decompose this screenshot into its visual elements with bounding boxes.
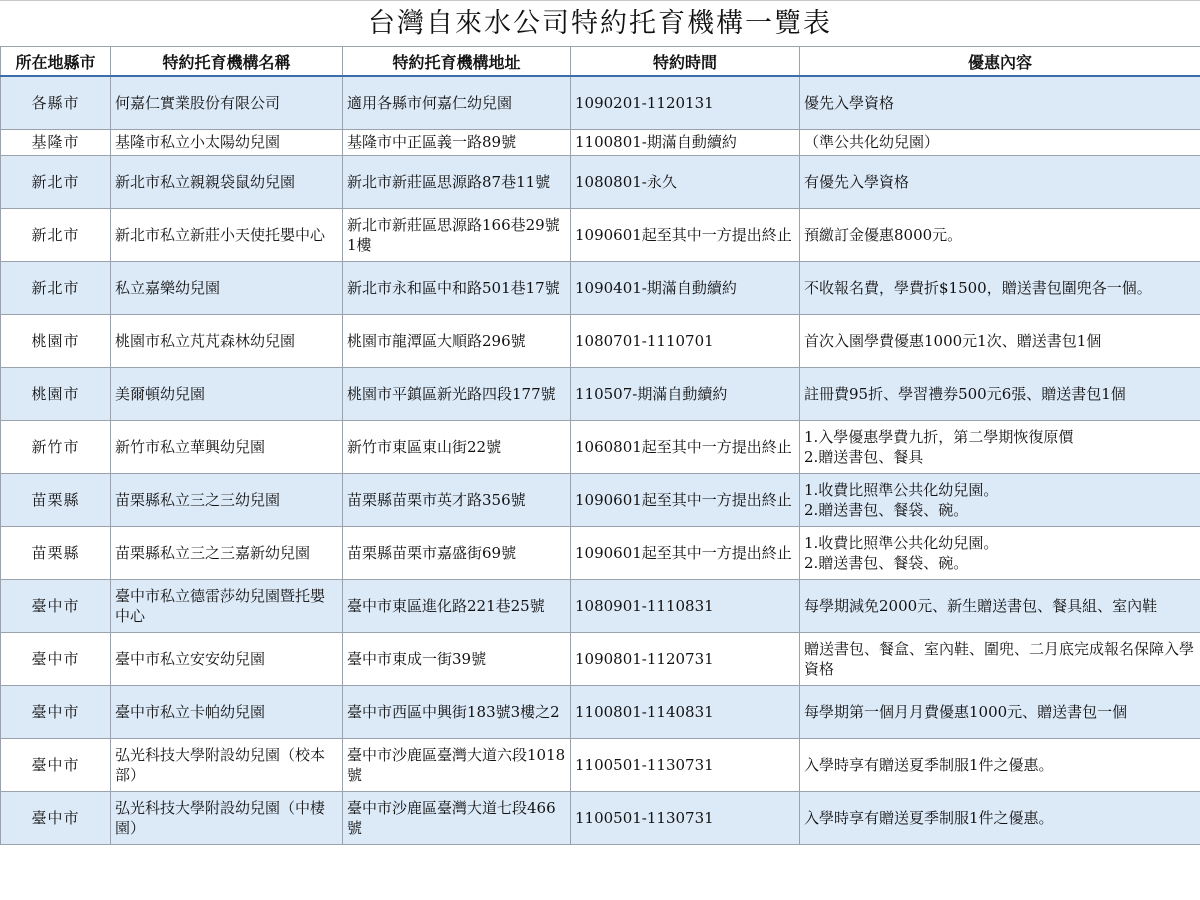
cell-address: 臺中市西區中興街183號3樓之2: [343, 685, 571, 738]
cell-benefit: 不收報名費，學費折$1500，贈送書包圍兜各一個。: [800, 261, 1200, 314]
header-row: [1, 47, 1200, 77]
cell-period: 1090401-期滿自動續約: [571, 261, 800, 314]
cell-name: 臺中市私立德雷莎幼兒園暨托嬰中心: [111, 579, 343, 632]
cell-county: 臺中市: [1, 791, 111, 844]
table-row: [1, 155, 1200, 208]
cell-county: 新竹市: [1, 420, 111, 473]
cell-address: 桃園市平鎮區新光路四段177號: [343, 367, 571, 420]
table-row: [1, 632, 1200, 685]
cell-period: 1080901-1110831: [571, 579, 800, 632]
cell-line: 1.收費比照準公共化幼兒園。: [804, 533, 999, 552]
cell-county: 新北市: [1, 155, 111, 208]
cell-period: 1060801起至其中一方提出終止: [571, 420, 800, 473]
cell-period: 1100801-期滿自動續約: [571, 129, 800, 155]
table-body: [1, 76, 1200, 844]
cell-county: 臺中市: [1, 738, 111, 791]
cell-benefit: [800, 526, 1200, 579]
cell-period: 1080701-1110701: [571, 314, 800, 367]
cell-name: 新北市私立新莊小天使托嬰中心: [111, 208, 343, 261]
col-header-name: 特約托育機構名稱: [111, 47, 343, 77]
cell-benefit: 每學期減免2000元、新生贈送書包、餐具組、室內鞋: [800, 579, 1200, 632]
table-row: [1, 420, 1200, 473]
cell-county: 苗栗縣: [1, 473, 111, 526]
col-header-period: 特約時間: [571, 47, 800, 77]
cell-address: 苗栗縣苗栗市嘉盛街69號: [343, 526, 571, 579]
cell-address: 新北市永和區中和路501巷17號: [343, 261, 571, 314]
cell-benefit: 贈送書包、餐盒、室內鞋、圍兜、二月底完成報名保障入學資格: [800, 632, 1200, 685]
cell-address: 基隆市中正區義一路89號: [343, 129, 571, 155]
cell-name: 私立嘉樂幼兒園: [111, 261, 343, 314]
cell-period: 1100501-1130731: [571, 738, 800, 791]
cell-name: 弘光科技大學附設幼兒園（中棲園）: [111, 791, 343, 844]
table-row: [1, 579, 1200, 632]
cell-address: 臺中市東成一街39號: [343, 632, 571, 685]
cell-period: 1090601起至其中一方提出終止: [571, 208, 800, 261]
table-row: [1, 473, 1200, 526]
top-rule: [0, 0, 1200, 1]
table-row: [1, 526, 1200, 579]
cell-county: 新北市: [1, 261, 111, 314]
cell-benefit: [800, 473, 1200, 526]
cell-address: 新北市新莊區思源路87巷11號: [343, 155, 571, 208]
cell-name: 何嘉仁實業股份有限公司: [111, 76, 343, 129]
table-row: [1, 129, 1200, 155]
childcare-table: [0, 46, 1200, 845]
cell-benefit: 預繳訂金優惠8000元。: [800, 208, 1200, 261]
cell-county: 臺中市: [1, 685, 111, 738]
cell-name: 新竹市私立華興幼兒園: [111, 420, 343, 473]
cell-period: 1090801-1120731: [571, 632, 800, 685]
cell-address: 適用各縣市何嘉仁幼兒園: [343, 76, 571, 129]
table-row: [1, 76, 1200, 129]
table-row: [1, 208, 1200, 261]
cell-county: 臺中市: [1, 632, 111, 685]
cell-line: 1.入學優惠學費九折，第二學期恢復原價: [804, 427, 1074, 446]
cell-line: 2.贈送書包、餐具: [804, 447, 924, 466]
cell-period: 1080801-永久: [571, 155, 800, 208]
cell-name: 新北市私立親親袋鼠幼兒園: [111, 155, 343, 208]
cell-benefit: 每學期第一個月月費優惠1000元、贈送書包一個: [800, 685, 1200, 738]
table-row: [1, 314, 1200, 367]
cell-county: 臺中市: [1, 579, 111, 632]
cell-benefit: 首次入園學費優惠1000元1次、贈送書包1個: [800, 314, 1200, 367]
cell-address: 苗栗縣苗栗市英才路356號: [343, 473, 571, 526]
cell-county: 各縣市: [1, 76, 111, 129]
cell-address: 新竹市東區東山街22號: [343, 420, 571, 473]
cell-benefit: 有優先入學資格: [800, 155, 1200, 208]
cell-benefit: [800, 420, 1200, 473]
cell-period: 1100801-1140831: [571, 685, 800, 738]
col-header-address: 特約托育機構地址: [343, 47, 571, 77]
cell-benefit: 入學時享有贈送夏季制服1件之優惠。: [800, 791, 1200, 844]
cell-benefit: 註冊費95折、學習禮券500元6張、贈送書包1個: [800, 367, 1200, 420]
col-header-benefit: 優惠內容: [800, 47, 1200, 77]
cell-name: 桃園市私立芃芃森林幼兒園: [111, 314, 343, 367]
cell-line: 2.贈送書包、餐袋、碗。: [804, 500, 969, 519]
cell-name: 苗栗縣私立三之三幼兒園: [111, 473, 343, 526]
cell-name: 基隆市私立小太陽幼兒園: [111, 129, 343, 155]
cell-address: 臺中市沙鹿區臺灣大道七段466號: [343, 791, 571, 844]
cell-period: 1090601起至其中一方提出終止: [571, 473, 800, 526]
cell-period: 1090601起至其中一方提出終止: [571, 526, 800, 579]
cell-county: 桃園市: [1, 314, 111, 367]
cell-county: 苗栗縣: [1, 526, 111, 579]
table-row: [1, 261, 1200, 314]
cell-benefit: 優先入學資格: [800, 76, 1200, 129]
cell-benefit: 入學時享有贈送夏季制服1件之優惠。: [800, 738, 1200, 791]
cell-name: 臺中市私立安安幼兒園: [111, 632, 343, 685]
cell-period: 110507-期滿自動續約: [571, 367, 800, 420]
cell-period: 1100501-1130731: [571, 791, 800, 844]
col-header-county: 所在地縣市: [1, 47, 111, 77]
table-row: [1, 791, 1200, 844]
cell-benefit: （準公共化幼兒園）: [800, 129, 1200, 155]
cell-name: 美爾頓幼兒園: [111, 367, 343, 420]
cell-line: 2.贈送書包、餐袋、碗。: [804, 553, 969, 572]
cell-address: 桃園市龍潭區大順路296號: [343, 314, 571, 367]
table-row: [1, 367, 1200, 420]
cell-address: 新北市新莊區思源路166巷29號1樓: [343, 208, 571, 261]
cell-name: 弘光科技大學附設幼兒園（校本部）: [111, 738, 343, 791]
table-title: 台灣自來水公司特約托育機構一覽表: [368, 8, 832, 39]
cell-name: 臺中市私立卡帕幼兒園: [111, 685, 343, 738]
cell-name: 苗栗縣私立三之三嘉新幼兒園: [111, 526, 343, 579]
cell-address: 臺中市沙鹿區臺灣大道六段1018號: [343, 738, 571, 791]
cell-county: 桃園市: [1, 367, 111, 420]
cell-county: 基隆市: [1, 129, 111, 155]
cell-line: 1.收費比照準公共化幼兒園。: [804, 480, 999, 499]
cell-address: 臺中市東區進化路221巷25號: [343, 579, 571, 632]
cell-county: 新北市: [1, 208, 111, 261]
cell-period: 1090201-1120131: [571, 76, 800, 129]
table-row: [1, 685, 1200, 738]
table-row: [1, 738, 1200, 791]
